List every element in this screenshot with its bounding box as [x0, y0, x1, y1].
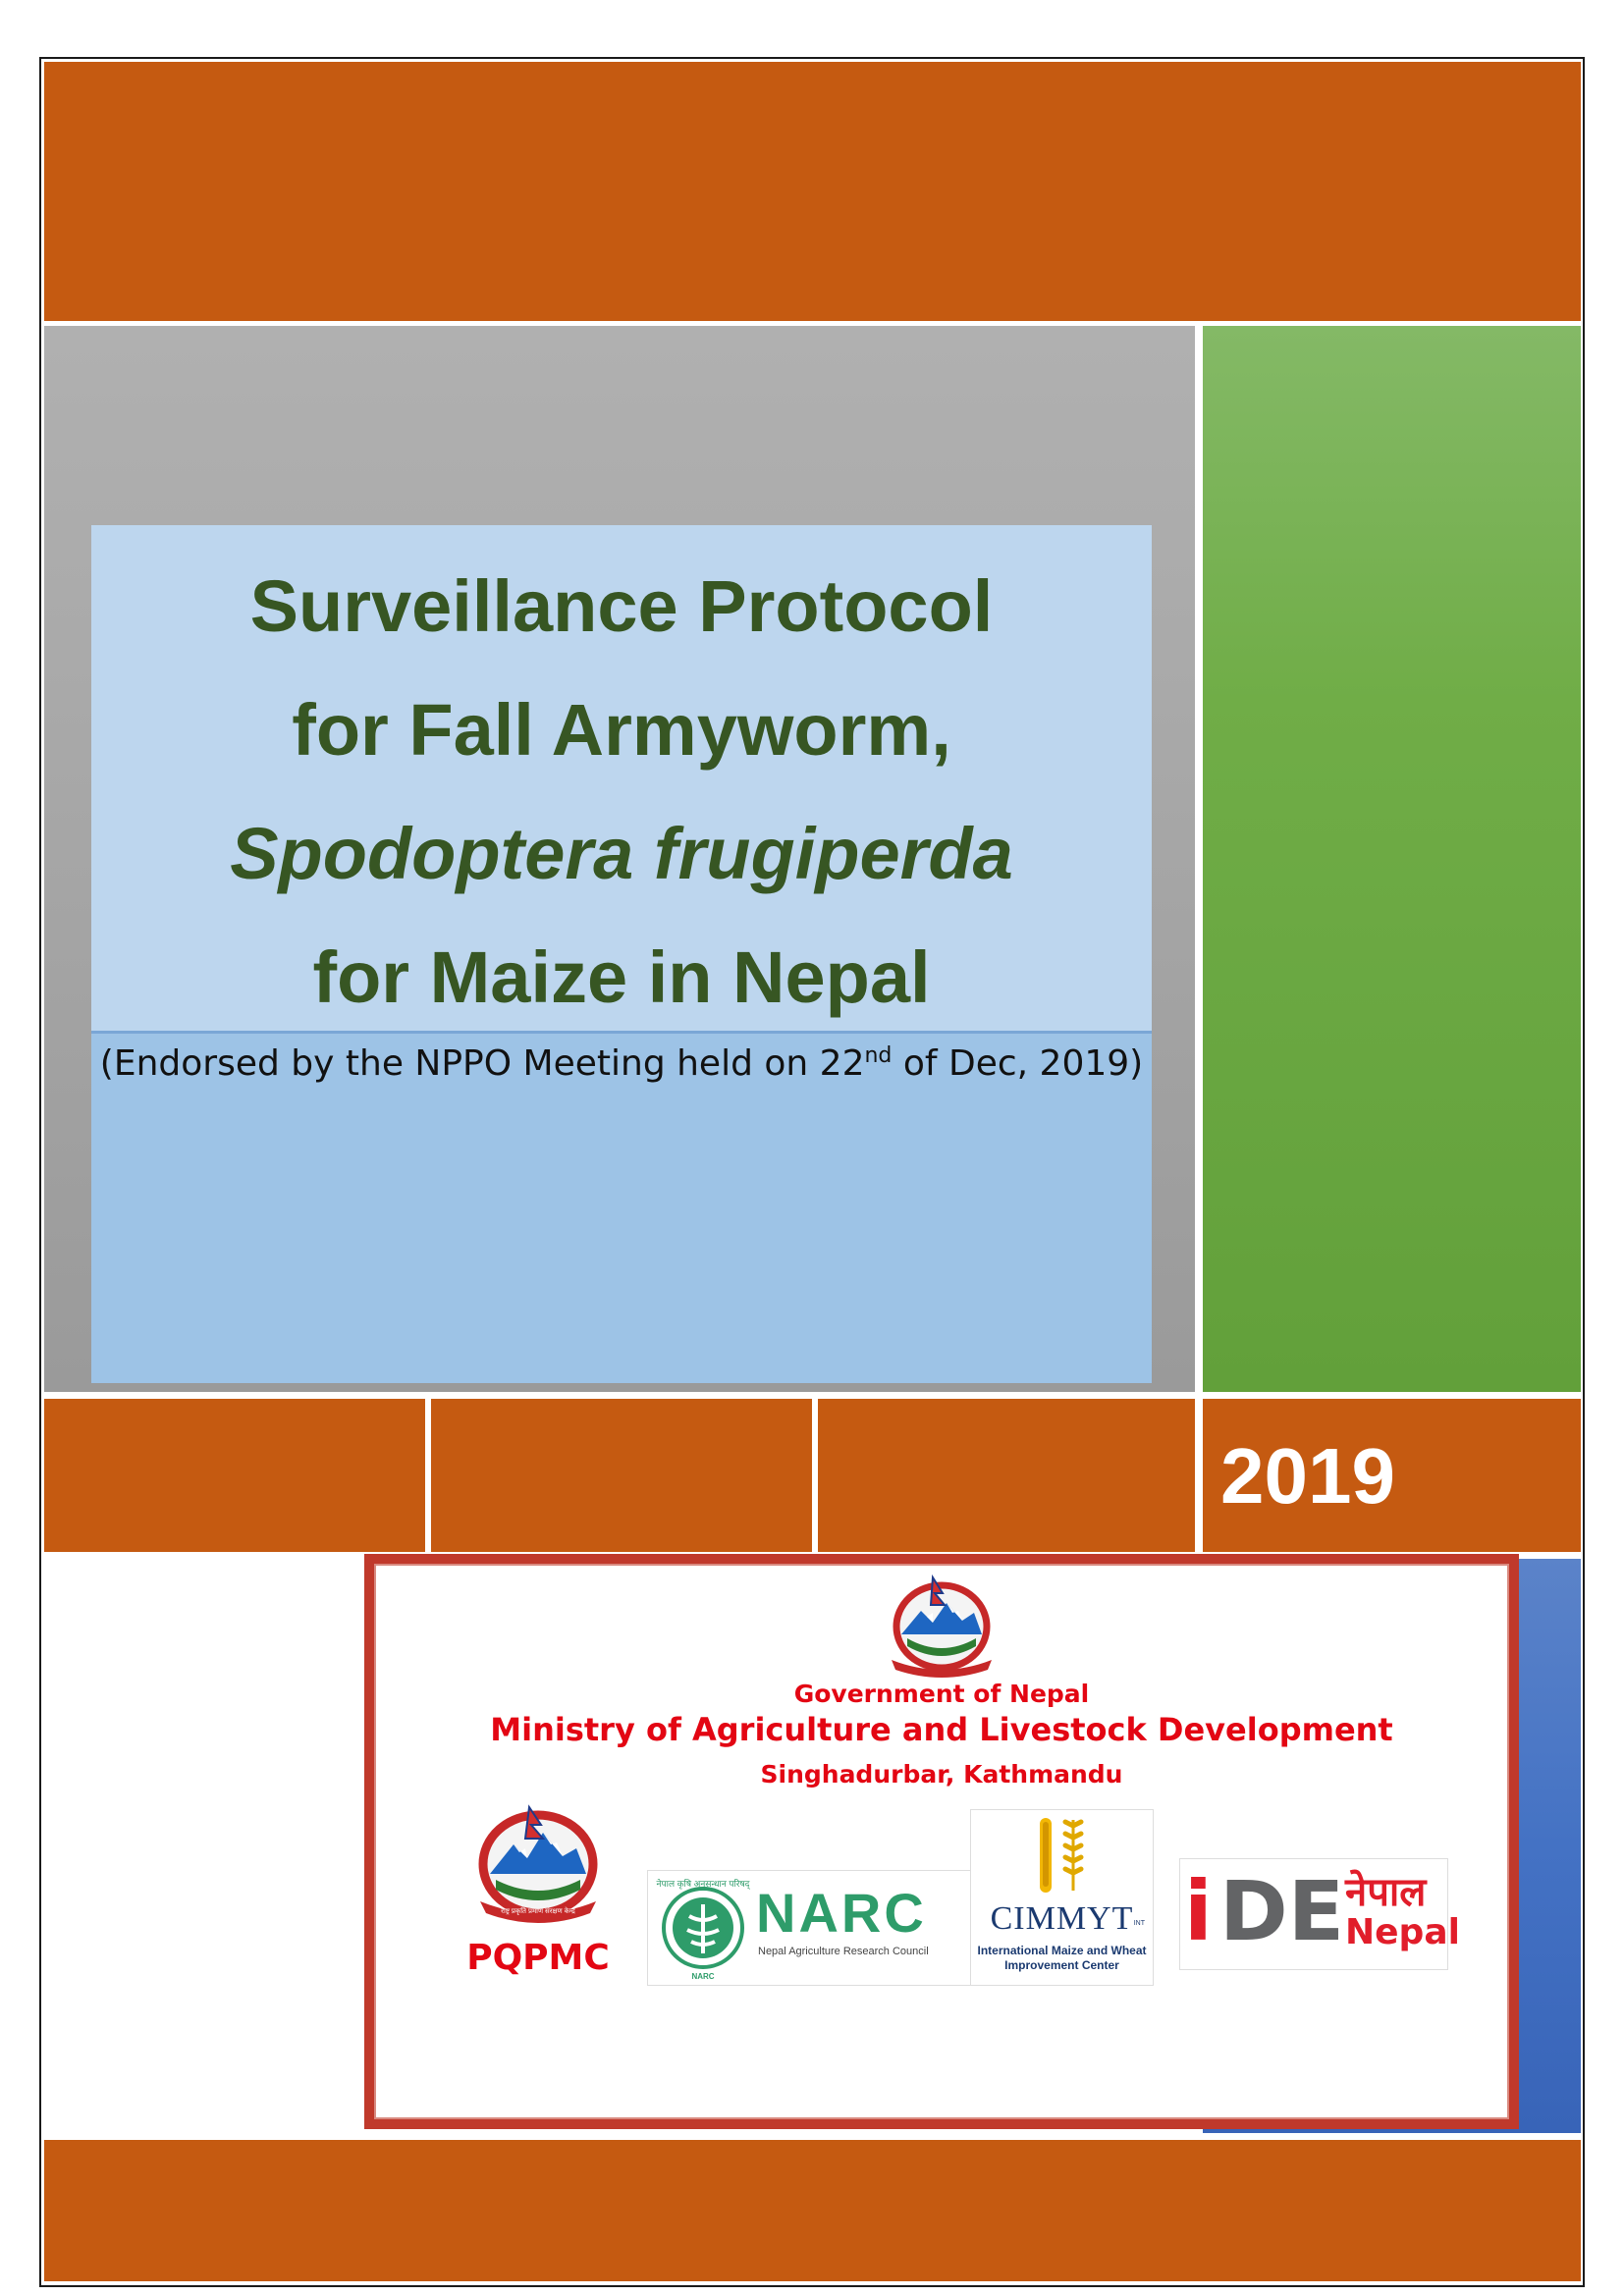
publisher-logo-card — [364, 1554, 1519, 2129]
narc-devanagari-text: नेपाल कृषि अनुसन्धान परिषद् — [656, 1879, 750, 1889]
nepal-emblem-icon — [878, 1570, 1005, 1682]
narc-wordmark: NARC — [756, 1882, 927, 1944]
endorsement-text: (Endorsed by the NPPO Meeting held on 22 — [99, 1043, 865, 1084]
title-line-2: for Fall Armyworm, — [292, 689, 951, 771]
pqpmc-emblem-lettering: राष्ट्र प्रकृति प्रमाण संरक्षण केन्द्र — [501, 1908, 575, 1915]
narc-subtitle: Nepal Agriculture Research Council — [758, 1946, 929, 1957]
endorsement-ordinal: nd — [864, 1043, 893, 1068]
title-highlight — [91, 525, 1152, 1034]
cimmyt-logo — [970, 1809, 1154, 1986]
orange-block-1 — [44, 1399, 425, 1552]
ministry-line: Ministry of Agriculture and Livestock Development — [490, 1711, 1393, 1748]
ide-letters-de: DE — [1219, 1863, 1345, 1959]
wheat-maize-icon — [1022, 1812, 1101, 1898]
publication-year: 2019 — [1220, 1432, 1395, 1520]
document-title — [91, 545, 1152, 1040]
cimmyt-subtitle: International Maize and Wheat Improvement Center — [977, 1944, 1147, 1972]
top-orange-band — [44, 62, 1581, 321]
ide-nepal-logo — [1179, 1858, 1460, 1970]
title-line-3-species: Spodoptera frugiperda — [230, 813, 1013, 894]
orange-block-3 — [818, 1399, 1195, 1552]
pqpmc-emblem-icon — [464, 1803, 612, 1927]
cimmyt-registered-mark: INT — [1133, 1920, 1145, 1927]
narc-logo — [647, 1870, 971, 1986]
bottom-orange-band — [44, 2140, 1581, 2281]
government-line: Government of Nepal — [793, 1680, 1090, 1708]
narc-emblem-icon — [650, 1873, 758, 1983]
title-line-1: Surveillance Protocol — [249, 565, 994, 647]
title-line-4: for Maize in Nepal — [312, 936, 931, 1018]
pqpmc-logo — [464, 1803, 612, 1978]
endorsement-text-end: of Dec, 2019) — [892, 1043, 1144, 1084]
title-box — [91, 525, 1152, 1383]
ide-devanagari-nepal: नेपाल — [1345, 1870, 1427, 1915]
pqpmc-label: PQPMC — [466, 1938, 610, 1978]
cimmyt-wordmark: CIMMYT — [990, 1900, 1134, 1937]
location-line: Singhadurbar, Kathmandu — [760, 1760, 1123, 1789]
narc-emblem-text: NARC — [691, 1972, 715, 1981]
orange-block-2 — [431, 1399, 812, 1552]
endorsement-note — [91, 1043, 1152, 1084]
ide-nepal-word: Nepal — [1345, 1912, 1460, 1952]
ide-letter-i: i — [1184, 1863, 1213, 1959]
green-panel — [1203, 326, 1581, 1392]
